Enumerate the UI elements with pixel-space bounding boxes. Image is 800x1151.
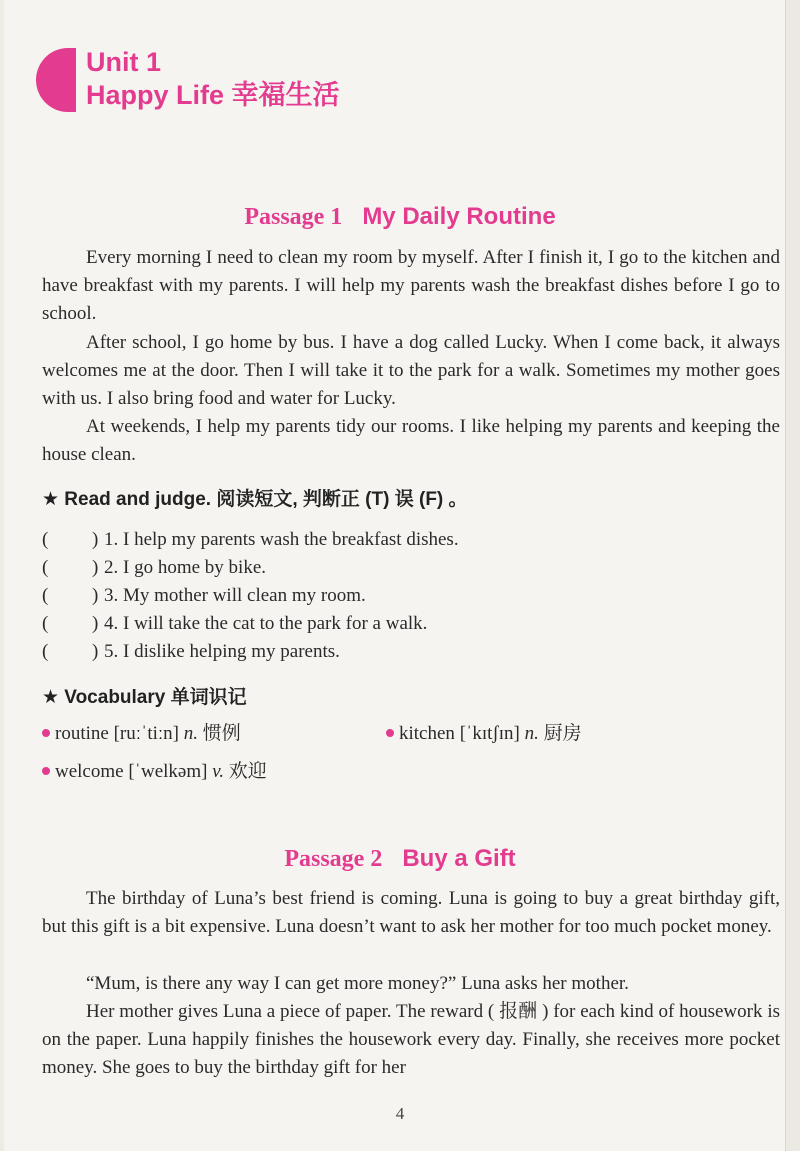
page-left-edge xyxy=(0,0,4,1151)
judge-question: ( ) 2. I go home by bike. xyxy=(42,554,742,582)
judge-question: ( ) 1. I help my parents wash the breakfast dishes. xyxy=(42,526,742,554)
answer-blank[interactable] xyxy=(52,584,88,608)
passage-2-name: Buy a Gift xyxy=(402,845,516,872)
bullet-icon xyxy=(42,729,50,737)
vocab-item xyxy=(42,720,241,748)
passage-2-number: Passage 2 xyxy=(284,846,383,872)
page-right-edge xyxy=(785,0,800,1151)
unit-number: Unit 1 xyxy=(86,47,162,77)
vocab-item xyxy=(386,720,582,748)
read-judge-heading: ★ Read and judge. 阅读短文, 判断正 (T) 误 (F) 。 xyxy=(42,489,468,510)
question-text: 3. My mother will clean my room. xyxy=(104,585,366,606)
judge-question: ( ) 3. My mother will clean my room. xyxy=(42,582,742,610)
answer-blank[interactable] xyxy=(52,612,88,636)
judge-question: ( ) 5. I dislike helping my parents. xyxy=(42,638,742,666)
vocabulary-heading: ★ Vocabulary 单词识记 xyxy=(42,687,247,708)
vocab-phonetic: [ˈkɪtʃɪn] xyxy=(459,723,520,744)
page-number: 4 xyxy=(395,1104,405,1123)
question-text: 2. I go home by bike. xyxy=(104,557,267,578)
passage-1-title xyxy=(0,203,800,231)
question-text: 4. I will take the cat to the park for a walk. xyxy=(104,613,428,634)
question-text: 1. I help my parents wash the breakfast dishes. xyxy=(104,529,459,550)
question-text: 5. I dislike helping my parents. xyxy=(104,641,340,662)
bullet-icon xyxy=(386,729,394,737)
judge-question-list xyxy=(42,526,742,666)
vocab-meaning: 惯例 xyxy=(202,723,241,744)
unit-header xyxy=(36,46,436,114)
unit-semicircle-icon xyxy=(36,48,76,112)
vocab-item xyxy=(42,758,267,786)
passage-1-paragraph-1: Every morning I need to clean my room by myself. After I finish it, I go to the kitchen and have breakfast with my parents. I will help my parents wash the breakfast dishes before I go to school. xyxy=(42,247,780,324)
vocab-phonetic: [ruːˈtiːn] xyxy=(113,723,180,744)
unit-title xyxy=(86,46,340,112)
passage-1-paragraph-2: After school, I go home by bus. I have a dog called Lucky. When I come back, it always welcomes me at the door. Then I will take it to the park for a walk. Sometimes my mother goes with us. I also bring food and water for Lucky. xyxy=(42,332,780,409)
answer-blank[interactable] xyxy=(52,528,88,552)
passage-1-number: Passage 1 xyxy=(244,204,343,230)
vocab-word: routine xyxy=(55,723,109,744)
vocab-meaning: 厨房 xyxy=(543,723,582,744)
vocab-word: kitchen xyxy=(399,723,455,744)
passage-1-paragraph-3: At weekends, I help my parents tidy our rooms. I like helping my parents and keeping the house clean. xyxy=(42,416,780,465)
passage-2-title xyxy=(0,845,800,873)
vocab-meaning: 欢迎 xyxy=(228,761,267,782)
vocab-pos: n. xyxy=(183,723,199,744)
judge-question: ( ) 4. I will take the cat to the park for a walk. xyxy=(42,610,742,638)
bullet-icon xyxy=(42,767,50,775)
vocab-pos: n. xyxy=(524,723,539,744)
passage-1-name: My Daily Routine xyxy=(362,203,556,230)
unit-name: Happy Life 幸福生活 xyxy=(86,80,340,110)
passage-2-paragraph-3: Her mother gives Luna a piece of paper. The reward ( 报酬 ) for each kind of housework is on the paper. Luna happily finishes the housework every day. Finally, she receives more pocket money. She goes to buy the birthday gift for her xyxy=(42,1001,780,1078)
answer-blank[interactable] xyxy=(52,556,88,580)
passage-2-paragraph-2: “Mum, is there any way I can get more money?” Luna asks her mother. xyxy=(86,973,629,994)
passage-2-paragraph-1: The birthday of Luna’s best friend is coming. Luna is going to buy a great birthday gift, but this gift is a bit expensive. Luna doesn’t want to ask her mother for too much pocket money. xyxy=(42,888,780,937)
vocab-phonetic: [ˈwelkəm] xyxy=(128,761,208,782)
vocab-pos: v. xyxy=(212,761,224,782)
vocab-word: welcome xyxy=(55,761,124,782)
answer-blank[interactable] xyxy=(52,640,88,664)
